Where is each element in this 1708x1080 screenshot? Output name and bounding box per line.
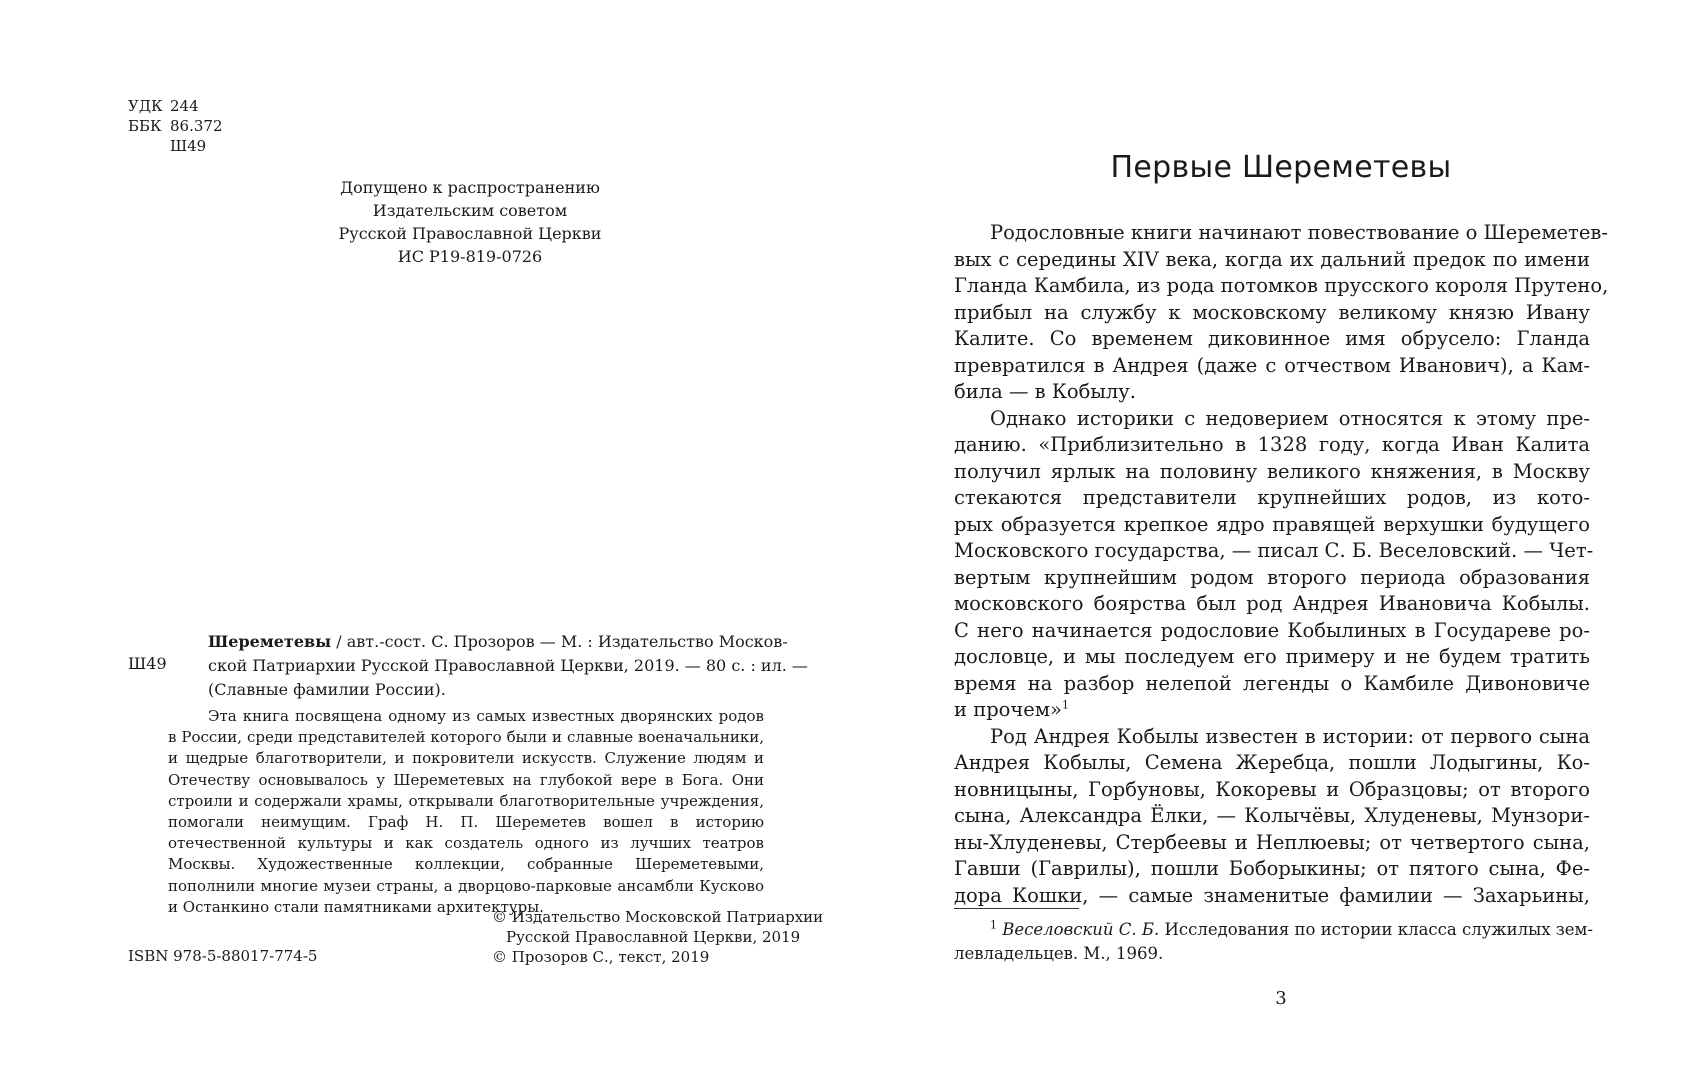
footnote-author: Веселовский С. Б. <box>1002 920 1160 939</box>
text-line: данию. «Приблизительно в 1328 году, когда Иван Калита <box>954 433 1590 456</box>
copyright-line: © Прозоров С., текст, 2019 <box>492 948 710 966</box>
text-line: вертым крупнейшим родом второго периода образования <box>954 565 1590 589</box>
copyright-line: © Издательство Московской Патриархии <box>492 908 824 926</box>
text-line: московского боярства был род Андрея Ивановича Кобылы. <box>954 592 1590 615</box>
text-line: прибыл на службу к московскому великому князю Ивану <box>954 300 1590 324</box>
text-line: время на разбор нелепой легенды о Камбиле Дивоновиче <box>954 671 1590 695</box>
footnote-number: 1 <box>990 918 997 932</box>
approval-block <box>290 176 650 268</box>
approval-line: Издательским советом <box>372 201 568 220</box>
footnote-line: $^1$ Веселовский С. Б. Исследования по истории класса служилых зем- <box>990 918 1593 939</box>
body-text <box>954 220 1609 909</box>
biblio-line: Шереметевы / авт.-сост. С. Прозоров — М. : Издательство Москов- <box>208 632 788 651</box>
text-line: ны-Хлуденевы, Стербеевы и Неплюевы; от четвертого сына, <box>954 830 1590 854</box>
text-line: дословце, и мы последуем его примеру и не будем тратить <box>954 645 1590 668</box>
approval-line: ИС Р19-819-0726 <box>397 247 543 266</box>
text-line: Московского государства, — писал С. Б. Веселовский. — Чет- <box>954 539 1594 562</box>
text-line: дора Кошки, — самые знаменитые фамилии — Захарьины, <box>954 883 1590 907</box>
udk-line <box>128 96 223 116</box>
text-line: Гланда Камбила, из рода потомков прусского короля Прутено, <box>954 274 1609 297</box>
bbk-line <box>128 116 223 136</box>
text-line: стекаются представители крупнейших родов, из кото- <box>954 486 1590 509</box>
copyright-line: Русской Православной Церкви, 2019 <box>506 928 801 946</box>
text-line: вых с середины XIV века, когда их дальний предок по имени <box>954 247 1590 271</box>
udk-label: УДК <box>128 97 163 115</box>
page-number: 3 <box>1275 988 1287 1009</box>
biblio-line: ской Патриархии Русской Православной Церкви, 2019. — 80 с. : ил. — <box>208 656 808 675</box>
text-line: Калите. Со временем диковинное имя обрусело: Гланда <box>954 327 1590 350</box>
author-sign: Ш49 <box>170 137 207 155</box>
copyright-block <box>492 907 823 967</box>
bibliographic-record <box>208 630 808 702</box>
annotation <box>168 706 764 918</box>
text-line: и прочем»$^1$ <box>954 698 1069 721</box>
book-title: Шереметевы <box>208 632 332 651</box>
bbk-label: ББК <box>128 117 162 135</box>
text-line: новницыны, Горбуновы, Кокоревы и Образцовы; от второго <box>954 777 1590 801</box>
footnote <box>954 918 1593 966</box>
text-line: била — в Кобылу. <box>954 380 1136 403</box>
author-sign-side: Ш49 <box>128 654 167 673</box>
text-line: С него начинается родословие Кобылиных в Государеве ро- <box>954 618 1590 642</box>
approval-line: Русской Православной Церкви <box>338 224 602 243</box>
chapter-title: Первые Шереметевы <box>1110 150 1452 185</box>
biblio-line: (Славные фамилии России). <box>208 680 446 699</box>
text-line: сына, Александра Ёлки, — Колычёвы, Хлуденевы, Мунзори- <box>954 804 1590 827</box>
text-line: Андрея Кобылы, Семена Жеребца, пошли Лодыгины, Ко- <box>954 751 1590 774</box>
text-line: превратился в Андрея (даже с отчеством Иванович), а Кам- <box>954 353 1590 377</box>
text-line: Род Андрея Кобылы известен в истории: от первого сына <box>990 724 1590 748</box>
text-line: Родословные книги начинают повествование о Шереметев- <box>990 221 1608 244</box>
footnote-ref[interactable]: 1 <box>1061 698 1069 712</box>
text-line: Однако историки с недоверием относятся к этому пре- <box>990 406 1590 430</box>
bbk-value: 86.372 <box>170 117 223 135</box>
text-line: получил ярлык на половину великого княжения, в Москву <box>954 459 1590 483</box>
footnote-line: левладельцев. М., 1969. <box>954 944 1164 963</box>
udk-value: 244 <box>170 97 199 115</box>
text-line: Гавши (Гаврилы), пошли Боборыкины; от пятого сына, Фе- <box>954 857 1590 880</box>
right-page <box>854 0 1708 1080</box>
isbn: ISBN 978-5-88017-774-5 <box>128 947 318 965</box>
footnote-divider <box>954 908 1079 909</box>
text-line: рых образуется крепкое ядро правящей верхушки будущего <box>954 512 1590 536</box>
catalog-codes <box>128 96 223 156</box>
annotation-text: Эта книга посвящена одному из самых известных дворянских родов в России, среди представителей которого были и славные военачальники, и щедрые благотворители, и покровители искусств. Служение людям и Отечеству основывалось у Шереметевых на глубокой вере в Бога. Они строили и содержали храмы, открывали благотворительные учреждения, помогали неимущим. Граф Н. П. Шереметев вошел в историю отечественной культуры и как создатель одного из лучших театров Москвы. Художественные коллекции, собранные Шереметевыми, пополнили многие музеи страны, а дворцово-парковые ансамбли Кусково и Останкино стали памятниками архитектуры. <box>168 707 764 916</box>
approval-line: Допущено к распространению <box>340 178 600 197</box>
